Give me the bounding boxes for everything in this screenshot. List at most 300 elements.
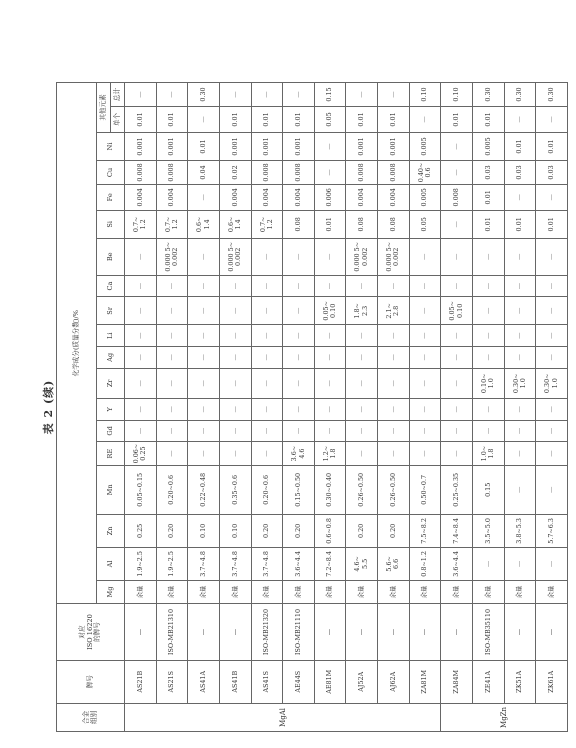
value-cell: 0.001 <box>219 132 251 160</box>
value-cell: — <box>441 161 473 185</box>
value-cell: — <box>441 368 473 398</box>
value-cell: 0.000 5~ 0.002 <box>219 238 251 275</box>
iso-cell: ISO-MB35110 <box>473 604 505 660</box>
header-element: Mg <box>97 580 125 604</box>
value-cell: — <box>251 297 283 325</box>
header-composition: 化学成分(质量分数)/% <box>57 83 97 604</box>
value-cell: — <box>536 238 568 275</box>
value-cell: — <box>314 368 346 398</box>
value-cell: 0.30~0.40 <box>314 465 346 514</box>
value-cell: 0.01 <box>125 107 157 133</box>
value-cell: — <box>314 325 346 347</box>
value-cell: 余量 <box>536 580 568 604</box>
value-cell: — <box>188 368 220 398</box>
value-cell: — <box>409 107 441 133</box>
value-cell: — <box>536 107 568 133</box>
value-cell: — <box>346 368 378 398</box>
value-cell: 0.20 <box>378 514 410 548</box>
value-cell: 3.6~4.4 <box>283 548 315 580</box>
header-element: Be <box>97 238 125 275</box>
value-cell: 0.008 <box>378 161 410 185</box>
value-cell: — <box>473 420 505 442</box>
value-cell: — <box>283 347 315 369</box>
header-other-total: 总计 <box>111 83 125 107</box>
value-cell: — <box>125 368 157 398</box>
value-cell: — <box>314 420 346 442</box>
iso-cell: — <box>504 604 536 660</box>
value-cell: 0.8~1.2 <box>409 548 441 580</box>
composition-table <box>56 82 568 732</box>
value-cell: 3.6~4.4 <box>441 548 473 580</box>
iso-cell: ISO-MB21310 <box>156 604 188 660</box>
table-row <box>314 83 346 732</box>
value-cell: 余量 <box>219 580 251 604</box>
value-cell: 0.26~0.50 <box>378 465 410 514</box>
value-cell: 5.7~6.3 <box>536 514 568 548</box>
header-element: Cu <box>97 161 125 185</box>
header-element: Zr <box>97 368 125 398</box>
value-cell: — <box>346 347 378 369</box>
value-cell: 0.7~ 1.2 <box>156 210 188 238</box>
value-cell: — <box>441 132 473 160</box>
value-cell: 0.08 <box>378 210 410 238</box>
value-cell: 3.8~5.3 <box>504 514 536 548</box>
value-cell: 0.22~0.48 <box>188 465 220 514</box>
value-cell: 余量 <box>188 580 220 604</box>
table-row <box>346 83 378 732</box>
grade-cell: ZA81M <box>409 660 441 703</box>
value-cell: 0.6~ 1.4 <box>188 210 220 238</box>
grade-cell: AS41B <box>219 660 251 703</box>
value-cell: 0.30 <box>188 83 220 107</box>
value-cell: 0.03 <box>504 161 536 185</box>
value-cell: — <box>283 297 315 325</box>
value-cell: — <box>251 368 283 398</box>
value-cell: — <box>125 347 157 369</box>
value-cell: 0.01 <box>251 107 283 133</box>
value-cell: 0.20~0.6 <box>156 465 188 514</box>
value-cell: — <box>188 442 220 466</box>
value-cell: — <box>536 297 568 325</box>
value-cell: — <box>188 275 220 297</box>
grade-cell: ZK61A <box>536 660 568 703</box>
table-row <box>283 83 315 732</box>
value-cell: — <box>156 347 188 369</box>
iso-cell: — <box>125 604 157 660</box>
value-cell: — <box>125 325 157 347</box>
value-cell: 0.20 <box>346 514 378 548</box>
value-cell: 0.05~ 0.10 <box>441 297 473 325</box>
value-cell: 0.005 <box>409 184 441 210</box>
grade-cell: AS41A <box>188 660 220 703</box>
iso-cell: ISO-MB21320 <box>251 604 283 660</box>
value-cell: 0.004 <box>156 184 188 210</box>
value-cell: 0.008 <box>156 161 188 185</box>
value-cell: 0.30 <box>536 83 568 107</box>
value-cell: — <box>251 325 283 347</box>
value-cell: — <box>504 275 536 297</box>
header-element: Ni <box>97 132 125 160</box>
value-cell: 0.02 <box>219 161 251 185</box>
value-cell: 0.008 <box>283 161 315 185</box>
value-cell: — <box>504 297 536 325</box>
value-cell: — <box>409 238 441 275</box>
value-cell: — <box>441 325 473 347</box>
value-cell: — <box>504 398 536 420</box>
header-element: Gd <box>97 420 125 442</box>
value-cell: — <box>378 398 410 420</box>
header-grade: 牌号 <box>57 660 125 703</box>
value-cell: 0.01 <box>441 107 473 133</box>
value-cell: 0.30 <box>473 83 505 107</box>
value-cell: 0.15 <box>473 465 505 514</box>
value-cell: — <box>441 347 473 369</box>
value-cell: — <box>504 548 536 580</box>
value-cell: 7.4~8.4 <box>441 514 473 548</box>
grade-cell: ZE41A <box>473 660 505 703</box>
value-cell: — <box>156 325 188 347</box>
header-element: Sr <box>97 297 125 325</box>
header-element: Fe <box>97 184 125 210</box>
iso-cell: — <box>188 604 220 660</box>
value-cell: 余量 <box>251 580 283 604</box>
value-cell: — <box>473 325 505 347</box>
value-cell: 余量 <box>346 580 378 604</box>
value-cell: 0.006 <box>314 184 346 210</box>
value-cell: — <box>283 420 315 442</box>
value-cell: — <box>251 238 283 275</box>
grade-cell: AS21B <box>125 660 157 703</box>
value-cell: — <box>441 238 473 275</box>
value-cell: — <box>378 83 410 107</box>
value-cell: — <box>536 184 568 210</box>
value-cell: — <box>156 83 188 107</box>
value-cell: 0.004 <box>125 184 157 210</box>
value-cell: — <box>378 275 410 297</box>
grade-cell: AS21S <box>156 660 188 703</box>
value-cell: 0.05~0.15 <box>125 465 157 514</box>
value-cell: 1.9~2.5 <box>125 548 157 580</box>
value-cell: — <box>473 398 505 420</box>
value-cell: — <box>156 398 188 420</box>
value-cell: — <box>125 238 157 275</box>
value-cell: — <box>314 398 346 420</box>
value-cell: — <box>219 325 251 347</box>
value-cell: 余量 <box>441 580 473 604</box>
value-cell: — <box>346 325 378 347</box>
value-cell: — <box>409 347 441 369</box>
value-cell: 0.35~0.6 <box>219 465 251 514</box>
table-row <box>156 83 188 732</box>
value-cell: — <box>504 238 536 275</box>
iso-cell: — <box>346 604 378 660</box>
value-cell: 0.08 <box>346 210 378 238</box>
value-cell: — <box>473 548 505 580</box>
value-cell: — <box>283 398 315 420</box>
value-cell: 0.05~ 0.10 <box>314 297 346 325</box>
value-cell: 0.01 <box>536 132 568 160</box>
value-cell: 0.40~ 0.6 <box>409 161 441 185</box>
value-cell: 0.26~0.50 <box>346 465 378 514</box>
value-cell: 1.0~ 1.8 <box>473 442 505 466</box>
value-cell: — <box>536 465 568 514</box>
value-cell: 2.1~ 2.8 <box>378 297 410 325</box>
value-cell: — <box>188 398 220 420</box>
value-cell: 0.25 <box>125 514 157 548</box>
value-cell: — <box>536 442 568 466</box>
value-cell: — <box>536 548 568 580</box>
value-cell: — <box>219 83 251 107</box>
value-cell: — <box>314 347 346 369</box>
value-cell: 余量 <box>283 580 315 604</box>
value-cell: — <box>504 184 536 210</box>
value-cell: 0.50~0.7 <box>409 465 441 514</box>
value-cell: 0.10~ 1.0 <box>473 368 505 398</box>
value-cell: — <box>188 297 220 325</box>
value-cell: — <box>441 420 473 442</box>
value-cell: — <box>378 347 410 369</box>
value-cell: 0.01 <box>473 184 505 210</box>
table-row <box>504 83 536 732</box>
value-cell: 0.001 <box>125 132 157 160</box>
value-cell: — <box>409 420 441 442</box>
value-cell: 余量 <box>473 580 505 604</box>
value-cell: — <box>251 420 283 442</box>
value-cell: — <box>346 442 378 466</box>
value-cell: — <box>283 325 315 347</box>
iso-cell: — <box>441 604 473 660</box>
header-other-single: 单个 <box>111 107 125 133</box>
iso-cell: — <box>536 604 568 660</box>
value-cell: 0.000 5~ 0.002 <box>156 238 188 275</box>
group-cell: MgAl <box>125 703 441 731</box>
iso-cell: — <box>409 604 441 660</box>
value-cell: 0.30~ 1.0 <box>536 368 568 398</box>
value-cell: 余量 <box>504 580 536 604</box>
value-cell: — <box>441 210 473 238</box>
header-element: Ca <box>97 275 125 297</box>
value-cell: — <box>536 398 568 420</box>
value-cell: — <box>283 275 315 297</box>
value-cell: 0.20 <box>251 514 283 548</box>
value-cell: — <box>156 275 188 297</box>
value-cell: — <box>219 442 251 466</box>
value-cell: — <box>409 442 441 466</box>
value-cell: — <box>156 442 188 466</box>
value-cell: — <box>188 325 220 347</box>
table-caption: 表 2 (续) <box>42 379 55 435</box>
value-cell: — <box>504 420 536 442</box>
iso-cell: ISO-MB21110 <box>283 604 315 660</box>
grade-cell: AS41S <box>251 660 283 703</box>
value-cell: — <box>156 420 188 442</box>
value-cell: 0.01 <box>156 107 188 133</box>
value-cell: — <box>125 398 157 420</box>
value-cell: — <box>188 347 220 369</box>
value-cell: — <box>314 275 346 297</box>
value-cell: — <box>536 325 568 347</box>
value-cell: — <box>188 420 220 442</box>
header-element: RE <box>97 442 125 466</box>
value-cell: 0.005 <box>473 132 505 160</box>
value-cell: — <box>251 347 283 369</box>
header-element: Y <box>97 398 125 420</box>
value-cell: 0.01 <box>314 210 346 238</box>
value-cell: 0.7~ 1.2 <box>251 210 283 238</box>
value-cell: — <box>378 420 410 442</box>
value-cell: — <box>409 275 441 297</box>
value-cell: — <box>125 420 157 442</box>
value-cell: 0.001 <box>346 132 378 160</box>
table-row <box>441 83 473 732</box>
value-cell: 3.7~4.8 <box>251 548 283 580</box>
value-cell: 0.008 <box>125 161 157 185</box>
iso-cell: — <box>314 604 346 660</box>
iso-cell: — <box>378 604 410 660</box>
value-cell: — <box>346 420 378 442</box>
value-cell: — <box>251 275 283 297</box>
value-cell: 0.000 5~ 0.002 <box>346 238 378 275</box>
grade-cell: AJ52A <box>346 660 378 703</box>
value-cell: 0.008 <box>346 161 378 185</box>
value-cell: 0.01 <box>378 107 410 133</box>
value-cell: 0.10 <box>441 83 473 107</box>
value-cell: — <box>473 297 505 325</box>
value-cell: 0.005 <box>409 132 441 160</box>
value-cell: 1.8~ 2.3 <box>346 297 378 325</box>
value-cell: — <box>219 347 251 369</box>
header-element: Mn <box>97 465 125 514</box>
table-row <box>188 83 220 732</box>
grade-cell: AJ62A <box>378 660 410 703</box>
value-cell: 0.08 <box>283 210 315 238</box>
value-cell: 7.5~8.2 <box>409 514 441 548</box>
value-cell: 0.001 <box>283 132 315 160</box>
value-cell: — <box>441 398 473 420</box>
header-iso: 对应 ISO 16220 的牌号 <box>57 604 125 660</box>
value-cell: — <box>504 465 536 514</box>
value-cell: — <box>156 368 188 398</box>
value-cell: 0.01 <box>283 107 315 133</box>
value-cell: — <box>188 184 220 210</box>
value-cell: 0.008 <box>441 184 473 210</box>
value-cell: — <box>125 297 157 325</box>
table-row <box>473 83 505 732</box>
value-cell: 0.03 <box>536 161 568 185</box>
value-cell: — <box>219 275 251 297</box>
value-cell: 0.6~ 1.4 <box>219 210 251 238</box>
rotated-page <box>40 82 570 732</box>
value-cell: — <box>346 83 378 107</box>
value-cell: 0.004 <box>219 184 251 210</box>
value-cell: 0.25~0.35 <box>441 465 473 514</box>
value-cell: — <box>473 238 505 275</box>
value-cell: 3.6~ 4.6 <box>283 442 315 466</box>
value-cell: — <box>409 325 441 347</box>
value-cell: — <box>536 347 568 369</box>
value-cell: 0.03 <box>473 161 505 185</box>
iso-cell: — <box>219 604 251 660</box>
value-cell: 5.6~ 6.6 <box>378 548 410 580</box>
value-cell: — <box>314 132 346 160</box>
value-cell: — <box>283 238 315 275</box>
value-cell: — <box>378 325 410 347</box>
value-cell: 4.6~ 5.5 <box>346 548 378 580</box>
value-cell: — <box>378 442 410 466</box>
value-cell: 0.001 <box>156 132 188 160</box>
value-cell: 0.06~ 0.25 <box>125 442 157 466</box>
table-row <box>251 83 283 732</box>
value-cell: 3.7~4.8 <box>219 548 251 580</box>
value-cell: 0.008 <box>251 161 283 185</box>
value-cell: — <box>314 238 346 275</box>
value-cell: 1.9~2.5 <box>156 548 188 580</box>
table-body <box>125 83 568 732</box>
value-cell: 0.10 <box>188 514 220 548</box>
value-cell: 0.04 <box>188 161 220 185</box>
value-cell: — <box>125 275 157 297</box>
value-cell: 0.000 5~ 0.002 <box>378 238 410 275</box>
value-cell: 0.20~0.6 <box>251 465 283 514</box>
value-cell: 0.004 <box>251 184 283 210</box>
value-cell: 0.01 <box>346 107 378 133</box>
value-cell: — <box>536 420 568 442</box>
header-element: Si <box>97 210 125 238</box>
grade-cell: AE44S <box>283 660 315 703</box>
grade-cell: ZK51A <box>504 660 536 703</box>
header-other: 其他元素 <box>97 83 111 133</box>
table-row <box>378 83 410 732</box>
value-cell: — <box>219 420 251 442</box>
header-element: Li <box>97 325 125 347</box>
value-cell: 0.20 <box>156 514 188 548</box>
header-element: Zn <box>97 514 125 548</box>
value-cell: 0.30 <box>504 83 536 107</box>
value-cell: 0.001 <box>251 132 283 160</box>
value-cell: 0.10 <box>409 83 441 107</box>
value-cell: 3.5~5.0 <box>473 514 505 548</box>
value-cell: — <box>504 347 536 369</box>
value-cell: — <box>314 161 346 185</box>
table-row <box>409 83 441 732</box>
value-cell: 0.6~0.8 <box>314 514 346 548</box>
header-group: 合金 组别 <box>57 703 125 731</box>
value-cell: — <box>378 368 410 398</box>
value-cell: — <box>346 398 378 420</box>
value-cell: 0.01 <box>504 210 536 238</box>
value-cell: — <box>219 398 251 420</box>
value-cell: 0.05 <box>314 107 346 133</box>
value-cell: 0.15 <box>314 83 346 107</box>
value-cell: — <box>473 347 505 369</box>
value-cell: 余量 <box>378 580 410 604</box>
value-cell: — <box>536 275 568 297</box>
value-cell: 0.01 <box>536 210 568 238</box>
value-cell: — <box>219 368 251 398</box>
value-cell: 0.01 <box>219 107 251 133</box>
value-cell: — <box>251 442 283 466</box>
value-cell: — <box>156 297 188 325</box>
value-cell: — <box>409 368 441 398</box>
header-element: Ag <box>97 347 125 369</box>
value-cell: — <box>409 297 441 325</box>
value-cell: — <box>346 275 378 297</box>
value-cell: 0.05 <box>409 210 441 238</box>
value-cell: — <box>251 398 283 420</box>
grade-cell: ZA84M <box>441 660 473 703</box>
value-cell: — <box>283 83 315 107</box>
value-cell: — <box>473 275 505 297</box>
